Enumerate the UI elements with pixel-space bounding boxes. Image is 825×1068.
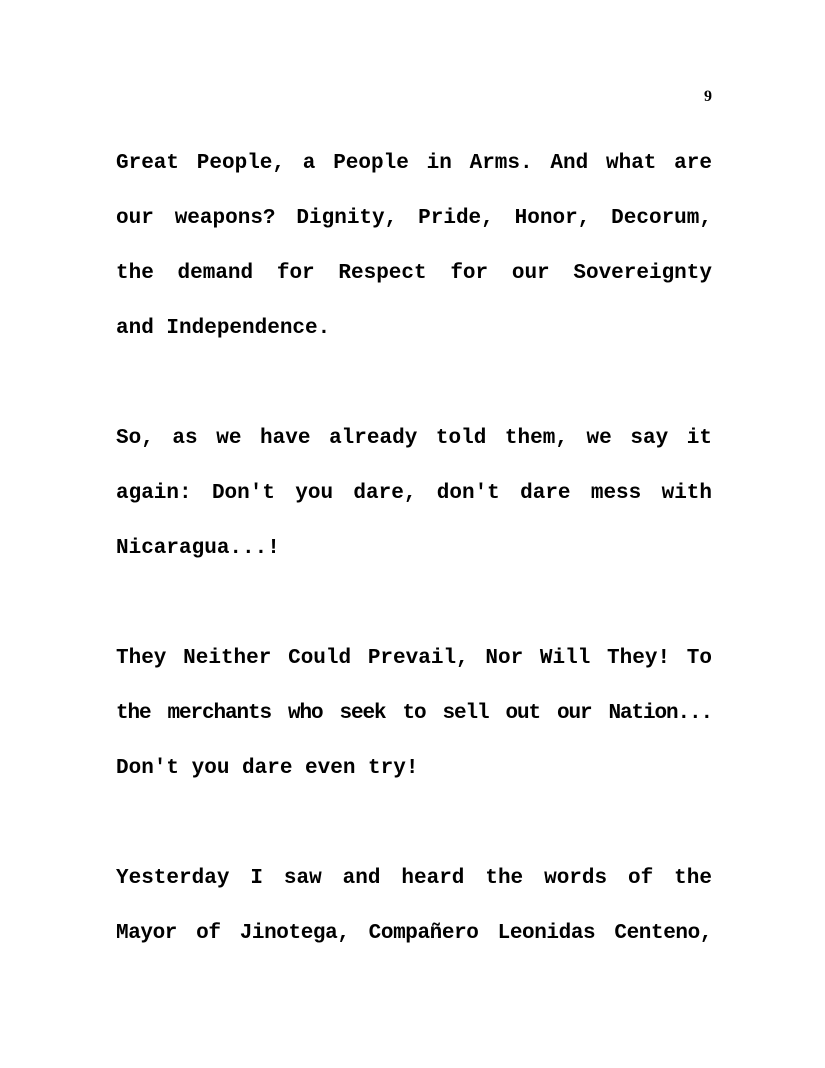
text-line: Nicaragua...! <box>116 537 280 560</box>
text-line: They Neither Could Prevail, Nor Will They! To <box>116 647 712 670</box>
text-line: the demand for Respect for our Sovereignty <box>116 262 712 285</box>
paragraph-3 <box>116 642 712 807</box>
text-line: Yesterday I saw and heard the words of the <box>116 867 712 890</box>
document-body <box>116 147 712 972</box>
text-line: our weapons? Dignity, Pride, Honor, Decorum, <box>116 207 712 230</box>
text-line: the merchants who seek to sell out our Nation... <box>116 702 712 725</box>
paragraph-1 <box>116 147 712 367</box>
text-line: Great People, a People in Arms. And what are <box>116 152 712 175</box>
paragraph-spacer <box>116 367 712 422</box>
page-number: 9 <box>704 88 712 105</box>
text-line: again: Don't you dare, don't dare mess with <box>116 482 712 505</box>
paragraph-spacer <box>116 587 712 642</box>
paragraph-4 <box>116 862 712 972</box>
text-line: Don't you dare even try! <box>116 757 419 780</box>
text-line: So, as we have already told them, we say it <box>116 427 712 450</box>
text-line: Mayor of Jinotega, Compañero Leonidas Centeno, <box>116 922 712 945</box>
text-line: and Independence. <box>116 317 331 340</box>
paragraph-spacer <box>116 807 712 862</box>
paragraph-2 <box>116 422 712 587</box>
